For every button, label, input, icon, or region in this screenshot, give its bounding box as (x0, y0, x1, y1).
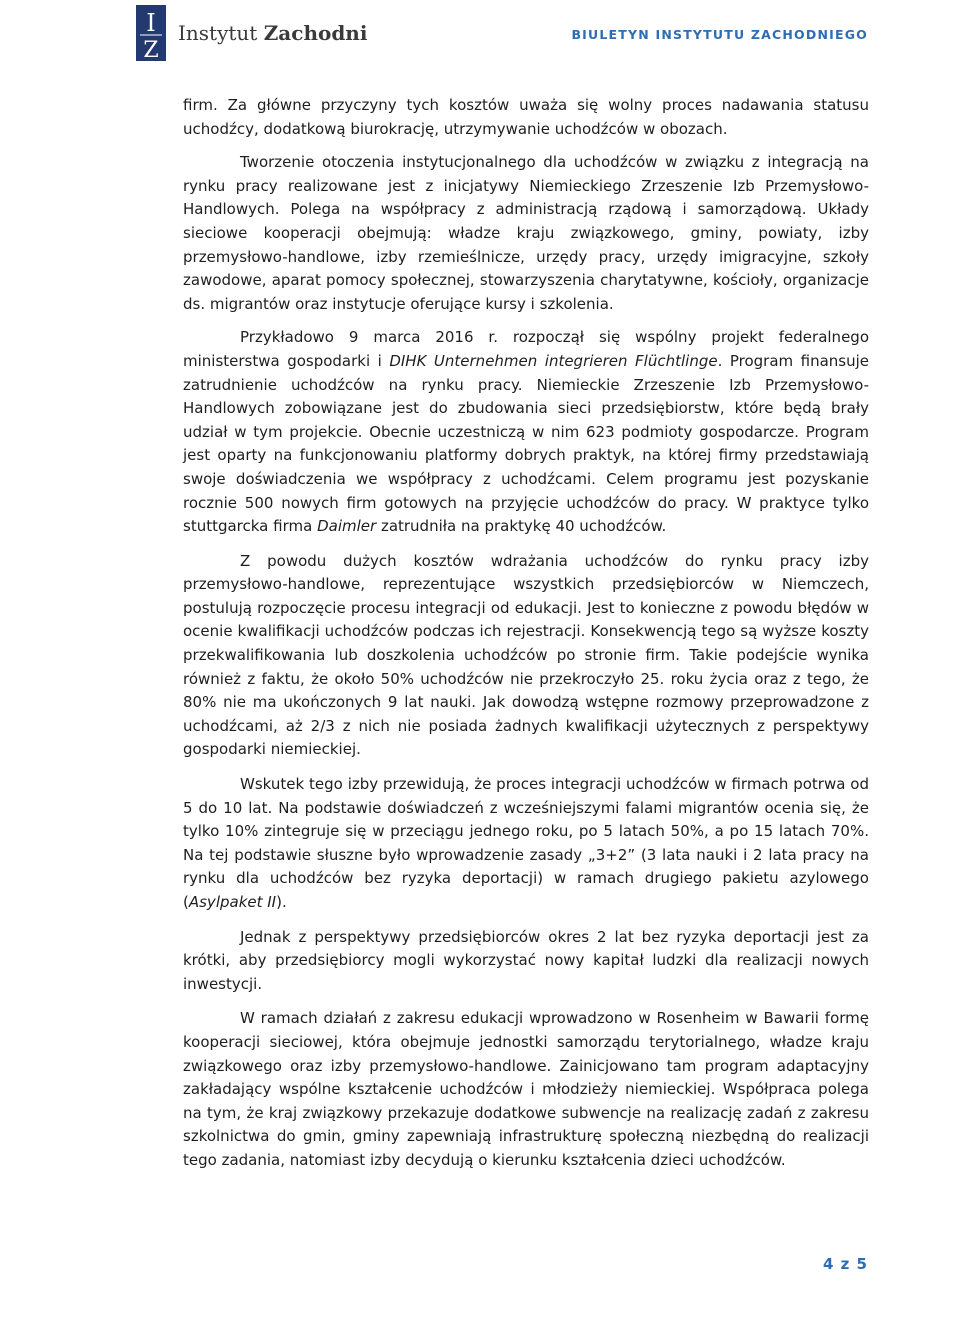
paragraph-1: firm. Za główne przyczyny tych kosztów uważa się wolny proces nadawania statusu uchodźcy, dodatkową biurokrację, utrzymywanie uchodźców w obozach. (183, 96, 869, 138)
paragraph-6: Jednak z perspektywy przedsiębiorców okres 2 lat bez ryzyka deportacji jest za krótki, aby przedsiębiorcy mogli wykorzystać nowy kapitał ludzki dla realizacji nowych inwestycji. (183, 927, 869, 993)
paragraph-3-text-b: . Program finansuje zatrudnienie uchodźców na rynku pracy. Niemieckie Zrzeszenie Izb Przemysłowo-Handlowych zobowiązane jest do zbudowania sieci przedsiębiorstw, które będą brały udział w tym projekcie. Obecnie uczestniczą w nim 623 podmioty gospodarcze. Program jest oparty na funkcjonowaniu platformy dobrych praktyk, na której firmy przedstawiają swoje doświadczenia we współpracy z uchodźcami. Celem programu jest pozyskanie rocznie 500 nowych firm gotowych na przyjęcie uchodźców do pracy. W praktyce tylko stuttgarcka firma (183, 351, 870, 536)
paragraph-3-text-a: Przykładowo 9 marca 2016 r. rozpoczął się wspólny projekt federalnego ministerstwa gospodarki i (183, 328, 869, 370)
paragraph-3-text-c: zatrudniła na praktykę 40 uchodźców. (376, 517, 667, 536)
paragraph-3 (183, 326, 869, 538)
paragraph-3-italic-daimler: Daimler (317, 517, 377, 536)
paragraph-3-italic-dihk: DIHK Unternehmen integrieren Flüchtlinge (389, 351, 718, 370)
paragraph-5 (183, 773, 869, 915)
page-number: 4 z 5 (822, 1255, 868, 1273)
paragraph-5-text-a: Wskutek tego izby przewidują, że proces integracji uchodźców w firmach potrwa od 5 do 10 lat. Na podstawie doświadczeń z wcześniejszymi falami migrantów ocenia się, że tylko 10% zintegruje się w przeciągu jednego roku, po 5 latach 50%, a po 15 latach 70%. Na tej podstawie słuszne było wprowadzenie zasady „3+2” (3 lata nauki i 2 lata pracy na rynku dla uchodźców bez ryzyka deportacji) w ramach drugiego pakietu azylowego ( (183, 775, 869, 911)
institute-name (178, 21, 367, 45)
institute-name-part1: Instytut (178, 21, 264, 45)
svg-text:I: I (146, 9, 156, 37)
page-header (0, 0, 960, 70)
paragraph-4: Z powodu dużych kosztów wdrażania uchodźców do rynku pracy izby przemysłowo-handlowe, reprezentujące wszystkich przedsiębiorców w Niemczech, postulują rozpoczęcie procesu integracji od edukacji. Jest to konieczne z powodu błędów w ocenie kwalifikacji uchodźców podczas ich rejestracji. Konsekwencją tego są wyższe koszty przekwalifikowania lub doszkolenia uchodźców po stronie firm. Takie podejście wynika również z faktu, że około 50% uchodźców nie przekroczyło 25. roku życia oraz z tego, że 80% nie ma ukończonych 9 lat nauki. Jak dowodzą wstępne rozmowy przeprowadzone z uchodźcami, aż 2/3 z nich nie posiada żadnych kwalifikacji użytecznych z perspektywy gospodarki niemieckiej. (183, 551, 869, 759)
institute-name-part2: Zachodni (263, 21, 368, 45)
paragraph-5-italic-asylpaket: Asylpaket II (188, 893, 277, 911)
svg-text:Z: Z (143, 38, 159, 61)
paragraph-2: Tworzenie otoczenia instytucjonalnego dla uchodźców w związku z integracją na rynku pracy realizowane jest z inicjatywy Niemieckiego Zrzeszenie Izb Przemysłowo-Handlowych. Polega na współpracy z administracją rządową i samorządową. Układy sieciowe kooperacji obejmują: władze kraju związkowego, gminy, powiaty, izby przemysłowo-handlowe, izby rzemieślnicze, urzędy pracy, urzędy imigracyjne, szkoły zawodowe, aparat pomocy społecznej, stowarzyszenia charytatywne, kościoły, organizacje ds. migrantów oraz instytucje oferujące kursy i szkolenia. (183, 153, 869, 313)
paragraph-7: W ramach działań z zakresu edukacji wprowadzono w Rosenheim w Bawarii formę kooperacji sieciowej, która obejmuje jednostki samorządu terytorialnego, władze kraju związkowego oraz izby przemysłowo-handlowe. Zainicjowano tam program adaptacyjny zakładający wspólne kształcenie uchodźców i młodzieży niemieckiej. Współpraca polega na tym, że kraj związkowy przekazuje dodatkowe subwencje na realizację zadań z zakresu szkolnictwa do gmin, gminy zapewniają infrastrukturę społeczną niezbędną do realizacji tego zadania, natomiast izby decydują o kierunku kształcenia dzieci uchodźców. (183, 1009, 869, 1169)
bulletin-title: BIULETYN INSTYTUTU ZACHODNIEGO (571, 27, 868, 42)
paragraph-5-text-b: ). (276, 893, 287, 911)
iz-logo-icon (136, 5, 166, 61)
article-body (183, 94, 869, 1173)
